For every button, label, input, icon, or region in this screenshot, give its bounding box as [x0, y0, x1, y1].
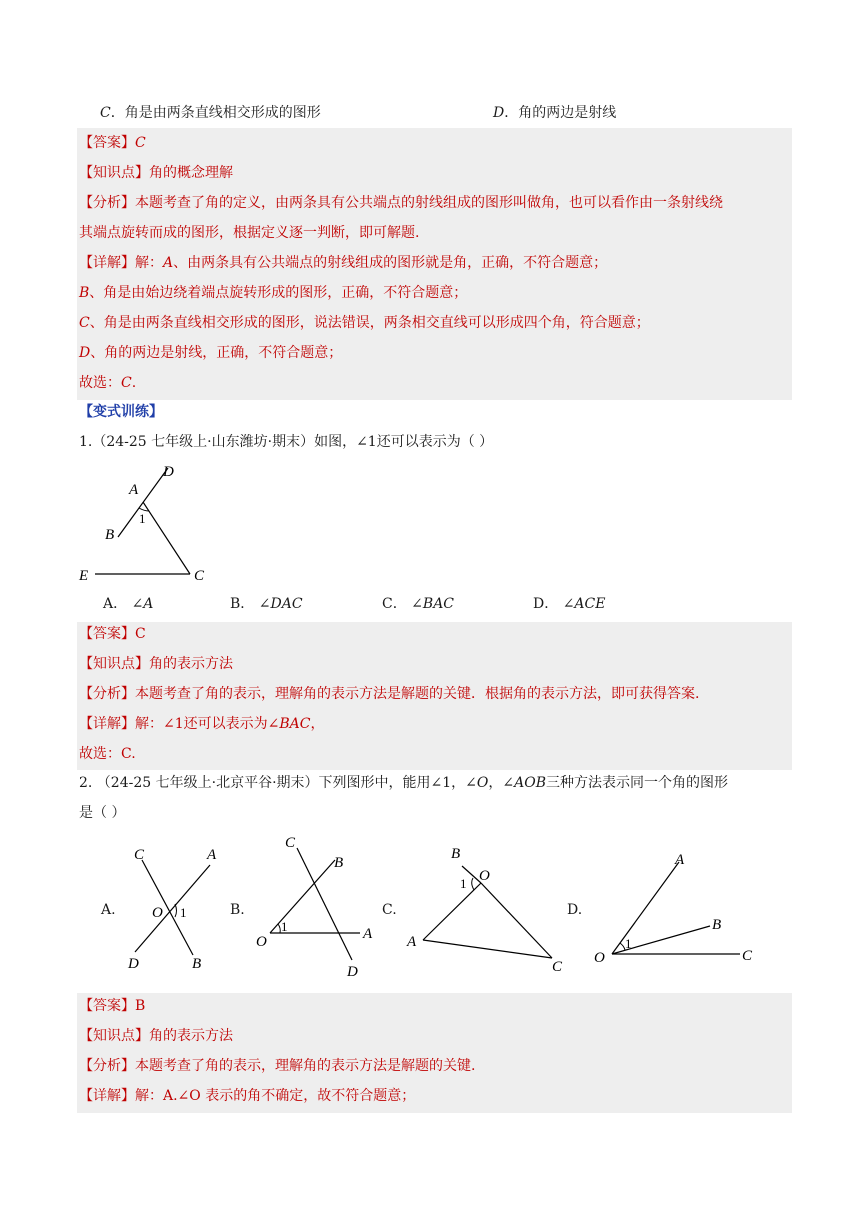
- line-ac: [423, 940, 552, 958]
- detail-tag: 【详解】: [79, 1088, 135, 1104]
- label-c: C: [285, 835, 296, 851]
- analysis-line-2: 其端点旋转而成的图形，根据定义逐一判断，即可解题.: [79, 225, 420, 241]
- detail-angle: ∠1: [163, 716, 184, 732]
- line-ac: [143, 502, 190, 574]
- answer-line: [79, 133, 146, 153]
- detail-end: ，: [310, 716, 325, 732]
- q1-answer-line: [79, 624, 146, 644]
- option-letter: D: [493, 105, 505, 121]
- knowledge-value: 角的表示方法: [149, 656, 233, 672]
- label-d: D: [128, 956, 139, 972]
- detail-text: 、由两条具有公共端点的射线组成的图形就是角，正确，不符合题意；: [173, 255, 608, 271]
- choose-line: [79, 373, 136, 393]
- detail-line-2: [79, 283, 467, 303]
- label-a: A: [207, 847, 217, 863]
- option-letter: D．: [533, 596, 559, 612]
- label-b: B: [105, 527, 115, 543]
- option-text: ∠DAC: [258, 596, 303, 612]
- choose-pre: 故选：: [79, 375, 121, 391]
- label-d: D: [347, 964, 358, 980]
- q2-figure-b: [252, 830, 382, 980]
- angle-arc: [472, 878, 474, 890]
- q1-knowledge-line: [79, 654, 233, 674]
- detail-pre: 解：: [135, 255, 163, 271]
- option-text: ．角是由两条直线相交形成的图形: [110, 105, 321, 121]
- q2-sep: ，: [451, 775, 466, 791]
- detail-pre: 解：: [135, 716, 163, 732]
- q2-analysis-line: [79, 1056, 475, 1076]
- label-c: C: [742, 948, 753, 964]
- knowledge-tag: 【知识点】: [79, 1028, 149, 1044]
- label-a: A: [675, 852, 685, 868]
- q2-angle-aob: ∠AOB: [502, 775, 546, 791]
- answer-tag: 【答案】: [79, 998, 135, 1014]
- q2-figure-d: [590, 840, 765, 970]
- angle-arc: [278, 924, 280, 933]
- q1-option-b: [230, 594, 303, 614]
- section-title: 【变式训练】: [79, 404, 163, 420]
- q1-stem-pre: 1.（24-25 七年级上·山东潍坊·期末）如图，: [79, 434, 357, 450]
- option-text: ．角的两边是射线: [504, 105, 617, 121]
- knowledge-line: [79, 163, 233, 183]
- label-c: C: [134, 847, 145, 863]
- option-letter: C．: [382, 596, 407, 612]
- q2-option-c-label: C.: [382, 902, 397, 918]
- q2-option-d-label: D.: [567, 902, 583, 918]
- q2-stem-line1: [79, 773, 728, 793]
- detail-line: [79, 253, 607, 273]
- answer-tag: 【答案】: [79, 626, 135, 642]
- q1-stem-angle: ∠1: [356, 434, 377, 450]
- detail-line-4: [79, 343, 342, 363]
- label-c: C: [552, 959, 563, 975]
- q2-stem-pre: 2. （24-25 七年级上·北京平谷·期末）下列图形中，能用: [79, 775, 431, 791]
- q2-stem-line2: 是（ ）: [79, 805, 126, 821]
- q2-stem-post: 三种方法表示同一个角的图形: [546, 775, 728, 791]
- detail-letter: A: [163, 255, 174, 271]
- detail-letter: D: [79, 345, 91, 361]
- label-o: O: [479, 868, 490, 884]
- knowledge-tag: 【知识点】: [79, 656, 149, 672]
- knowledge-tag: 【知识点】: [79, 165, 149, 181]
- detail-tag: 【详解】: [79, 716, 135, 732]
- answer-value: C: [135, 626, 146, 642]
- knowledge-value: 角的概念理解: [149, 165, 233, 181]
- option-text: ∠A: [131, 596, 154, 612]
- detail-tag: 【详解】: [79, 255, 135, 271]
- label-b: B: [334, 855, 344, 871]
- line-ob: [270, 860, 335, 933]
- label-a: A: [363, 926, 373, 942]
- option-text: ∠BAC: [411, 596, 455, 612]
- answer-value: B: [135, 998, 146, 1014]
- q2-figure-c: [402, 838, 577, 978]
- answer-tag: 【答案】: [79, 135, 135, 151]
- analysis-text: 本题考查了角的表示，理解角的表示方法是解题的关键．根据角的表示方法，即可获得答案.: [135, 686, 700, 702]
- q1-analysis-line: [79, 684, 699, 704]
- analysis-tag: 【分析】: [79, 1058, 135, 1074]
- analysis-tag: 【分析】: [79, 686, 135, 702]
- label-o: O: [256, 934, 267, 950]
- option-text: ∠ACE: [562, 596, 606, 612]
- ray-oa: [612, 862, 679, 954]
- label-b: B: [192, 956, 202, 972]
- q1-choose-line: 故选：C.: [79, 746, 136, 762]
- analysis-text: 本题考查了角的定义，由两条具有公共端点的射线组成的图形叫做角，也可以看作由一条射线绕: [135, 195, 723, 211]
- q2-option-b-label: B.: [230, 902, 245, 918]
- option-letter: C: [100, 105, 111, 121]
- label-o: O: [594, 950, 605, 966]
- choose-letter: C: [121, 375, 132, 391]
- label-e: E: [79, 568, 89, 584]
- q2-answer-line: [79, 996, 145, 1016]
- label-1: 1: [139, 511, 146, 526]
- detail-mid: 还可以表示为: [183, 716, 268, 732]
- q2-sep: ，: [488, 775, 503, 791]
- q1-detail-line: [79, 714, 324, 734]
- analysis-text: 本题考查了角的表示，理解角的表示方法是解题的关键.: [135, 1058, 476, 1074]
- detail-letter: C: [79, 315, 90, 331]
- label-1: 1: [625, 936, 632, 951]
- label-a: A: [407, 934, 417, 950]
- answer-value: C: [135, 135, 146, 151]
- label-1: 1: [281, 919, 288, 934]
- q1-stem-post: 还可以表示为（ ）: [376, 434, 494, 450]
- analysis-tag: 【分析】: [79, 195, 135, 211]
- detail-line-3: [79, 313, 650, 333]
- option-d: [493, 103, 616, 123]
- knowledge-value: 角的表示方法: [149, 1028, 233, 1044]
- q2-knowledge-line: [79, 1026, 233, 1046]
- q2-figure-a: [120, 840, 220, 975]
- detail-text: 、角的两边是射线，正确，不符合题意；: [90, 345, 343, 361]
- line-cd: [297, 848, 352, 960]
- q2-angle-o: ∠O: [465, 775, 489, 791]
- line-ad: [135, 865, 210, 952]
- q1-option-a: [103, 594, 153, 614]
- detail-angle: ∠BAC: [267, 716, 311, 732]
- label-1: 1: [460, 876, 467, 891]
- option-c: [100, 103, 321, 123]
- q2-option-a-label: A.: [101, 902, 116, 918]
- label-b: B: [451, 846, 461, 862]
- q1-option-d: [533, 594, 605, 614]
- option-letter: A．: [103, 596, 128, 612]
- detail-text: 、角是由两条直线相交形成的图形，说法错误，两条相交直线可以形成四个角，符合题意；: [89, 315, 650, 331]
- label-1: 1: [180, 905, 187, 920]
- q1-figure: [70, 455, 230, 590]
- q1-stem: [79, 432, 493, 452]
- q1-option-c: [382, 594, 454, 614]
- option-letter: B．: [230, 596, 255, 612]
- q2-detail-line: [79, 1086, 415, 1106]
- q2-angle-1: ∠1: [430, 775, 452, 791]
- choose-end: .: [131, 375, 137, 391]
- line-oa: [423, 883, 481, 940]
- label-d: D: [163, 464, 174, 480]
- detail-letter: B: [79, 285, 90, 301]
- label-a: A: [129, 482, 139, 498]
- label-c: C: [194, 568, 205, 584]
- line-oc: [481, 883, 552, 958]
- angle-arc: [175, 904, 177, 917]
- label-o: O: [152, 905, 163, 921]
- analysis-line: [79, 193, 723, 213]
- detail-text: 解：A.∠O 表示的角不确定，故不符合题意；: [135, 1088, 416, 1104]
- detail-text: 、角是由始边绕着端点旋转形成的图形，正确，不符合题意；: [89, 285, 468, 301]
- label-b: B: [712, 917, 722, 933]
